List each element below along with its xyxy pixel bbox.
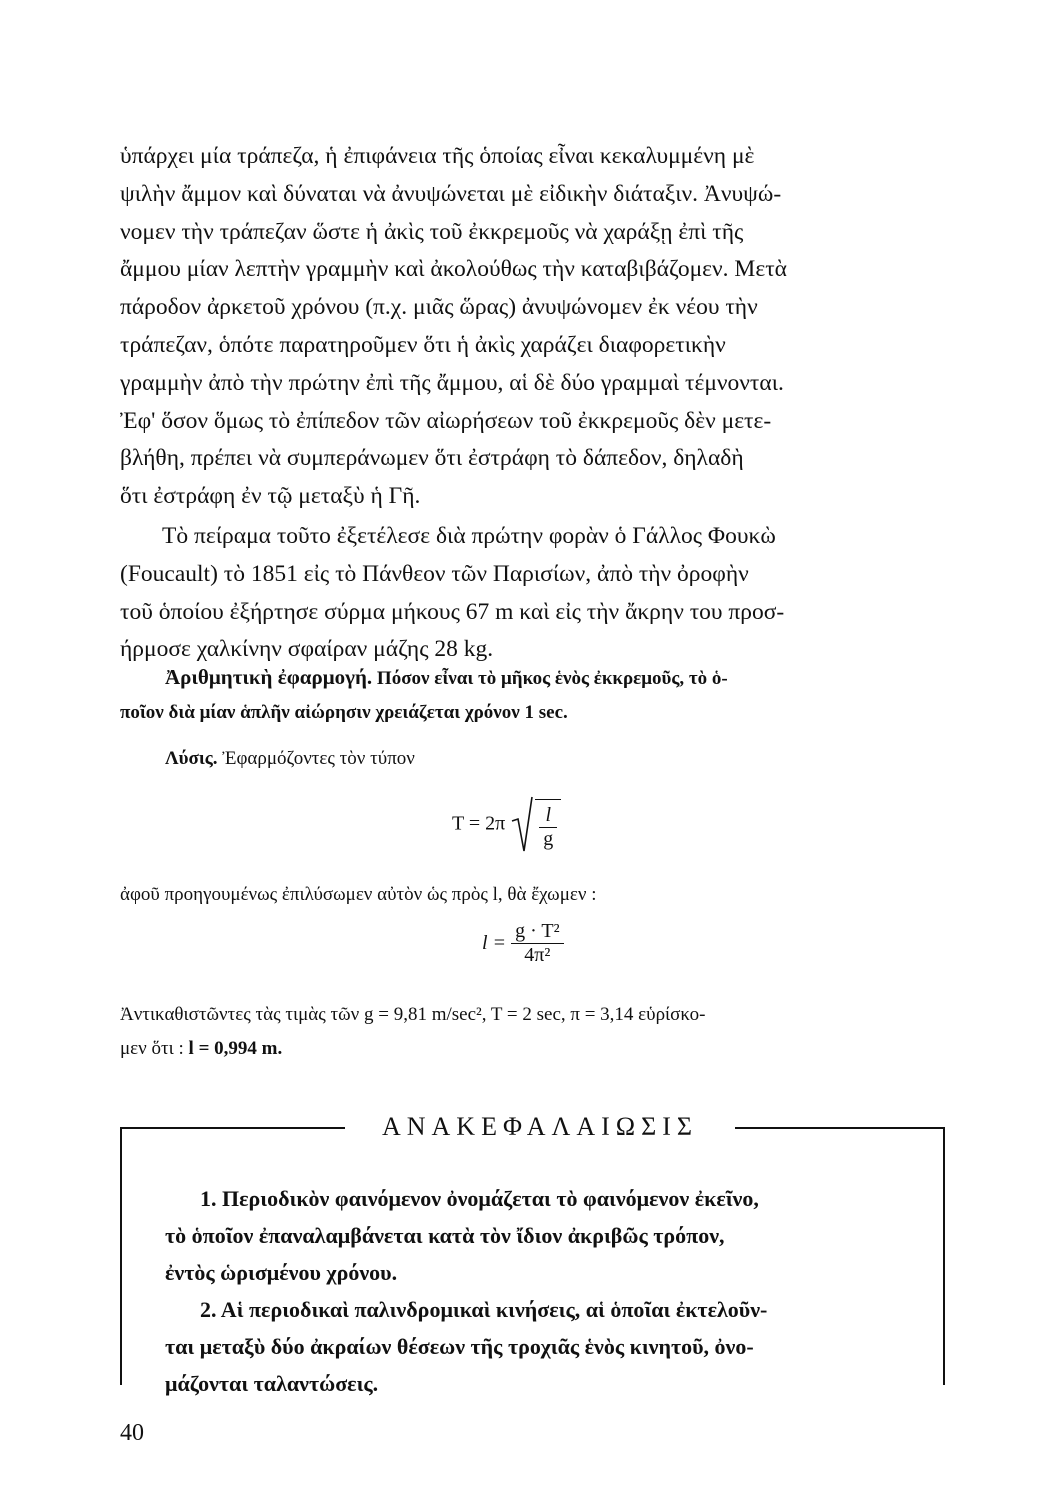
substitution-text [120, 998, 955, 1066]
fraction-numerator: g · T² [511, 920, 564, 944]
text-line: 2. Αἱ περιοδικαὶ παλινδρομικαὶ κινήσεις, αἱ ὁποῖαι ἐκτελοῦν- [200, 1297, 768, 1322]
fraction-numerator: l [539, 804, 557, 828]
text-line: πάροδον ἀρκετοῦ χρόνου (π.χ. μιᾶς ὥρας) ἀνυψώνομεν ἐκ νέου τὴν [120, 294, 758, 321]
text-line: ψιλὴν ἄμμον καὶ δύναται νὰ ἀνυψώνεται μὲ εἰδικὴν διάταξιν. Ἀνυψώ- [120, 180, 782, 207]
summary-box-left-border [120, 1127, 122, 1385]
fraction [539, 804, 557, 851]
text-line: νομεν τὴν τράπεζαν ὥστε ἡ ἀκὶς τοῦ ἐκκρεμοῦς νὰ χαράξῃ ἐπὶ τῆς [120, 218, 744, 245]
text-line: γραμμὴν ἀπὸ τὴν πρώτην ἐπὶ τῆς ἄμμου, αἱ δὲ δύο γραμμαὶ τέμνονται. [120, 369, 784, 396]
text-line: βλήθη, πρέπει νὰ συμπεράνωμεν ὅτι ἐστράφη τὸ δάπεδον, δηλαδὴ [120, 445, 744, 472]
result-value: l = 0,994 m. [188, 1038, 283, 1059]
formula-lhs: T = 2π [452, 812, 506, 835]
square-root [510, 795, 561, 855]
radical-sign-icon [510, 795, 534, 855]
text-line: μάζονται ταλαντώσεις. [165, 1371, 379, 1396]
text-line: ἄμμου μίαν λεπτὴν γραμμὴν καὶ ἀκολούθως τὴν καταβιβάζομεν. Μετὰ [120, 256, 787, 283]
text-line: (Foucault) τὸ 1851 εἰς τὸ Πάνθεον τῶν Παρισίων, ἀπὸ τὴν ὀροφὴν [120, 560, 749, 587]
summary-text [165, 1180, 925, 1402]
text-line: Ἀντικαθιστῶντες τὰς τιμὰς τῶν g = 9,81 m/sec², T = 2 sec, π = 3,14 εὑρίσκο- [120, 1004, 706, 1025]
text-line: τοῦ ὁποίου ἐξήρτησε σύρμα μήκους 67 m καὶ εἰς τὴν ἄκρην του προσ- [120, 598, 785, 625]
text-line: Τὸ πείραμα τοῦτο ἐξετέλεσε διὰ πρώτην φορὰν ὁ Γάλλος Φουκὼ [162, 523, 776, 549]
text-line: 1. Περιοδικὸν φαινόμενον ὀνομάζεται τὸ φαινόμενον ἐκεῖνο, [200, 1186, 759, 1211]
length-formula [482, 920, 564, 967]
text-line: ήρμοσε χαλκίνην σφαίραν μάζης 28 kg. [120, 636, 494, 663]
period-formula [452, 795, 561, 855]
solution-intro-text: Ἐφαρμόζοντες τὸν τύπον [222, 748, 415, 769]
application-question-line: ποῖον διὰ μίαν ἁπλῆν αἰώρησιν χρειάζεται χρόνον 1 sec. [120, 702, 568, 723]
application-heading: Ἀριθμητικὴ ἐφαρμογή. [165, 665, 373, 689]
application-question-line: Πόσον εἶναι τὸ μῆκος ἑνὸς ἐκκρεμοῦς, τὸ ὁ- [376, 668, 728, 689]
substitution-prefix: μεν ὅτι : [120, 1038, 184, 1059]
text-line: τὸ ὁποῖον ἐπαναλαμβάνεται κατὰ τὸν ἴδιον ἀκριβῶς τρόπον, [165, 1223, 725, 1248]
page-number: 40 [120, 1420, 144, 1446]
after-formula-text [120, 878, 910, 912]
text-line: ὑπάρχει μία τράπεζα, ἡ ἐπιφάνεια τῆς ὁποίας εἶναι κεκαλυμμένη μὲ [120, 143, 755, 169]
solution-label: Λύσις. [165, 748, 218, 769]
numerical-application [120, 660, 955, 730]
fraction [511, 920, 564, 967]
fraction-denominator: g [543, 828, 554, 850]
summary-box-right-border [943, 1127, 945, 1385]
text-line: ται μεταξὺ δύο ἀκραίων θέσεων τῆς τροχιᾶς ἑνὸς κινητοῦ, ὀνο- [165, 1334, 754, 1359]
text-line: ἐντὸς ὡρισμένου χρόνου. [165, 1260, 398, 1285]
solution-intro [165, 742, 955, 776]
text-line: ἀφοῦ προηγουμένως ἐπιλύσωμεν αὐτὸν ὡς πρὸς l, θὰ ἔχωμεν : [120, 884, 597, 905]
summary-title: ΑΝΑΚΕΦΑΛΑΙΩΣΙΣ [345, 1112, 735, 1142]
paragraph-foucault-experiment-1 [120, 138, 955, 516]
formula-lhs: l = [482, 932, 507, 954]
text-line: ὅτι ἐστράφη ἐν τῷ μεταξὺ ἡ Γῆ. [120, 483, 421, 510]
text-line: τράπεζαν, ὁπότε παρατηροῦμεν ὅτι ἡ ἀκὶς χαράζει διαφορετικὴν [120, 331, 726, 358]
text-line: Ἐφ' ὅσον ὅμως τὸ ἐπίπεδον τῶν αἰωρήσεων τοῦ ἐκκρεμοῦς δὲν μετε- [120, 407, 772, 434]
fraction-denominator: 4π² [524, 944, 551, 966]
paragraph-foucault-experiment-2 [120, 518, 955, 669]
